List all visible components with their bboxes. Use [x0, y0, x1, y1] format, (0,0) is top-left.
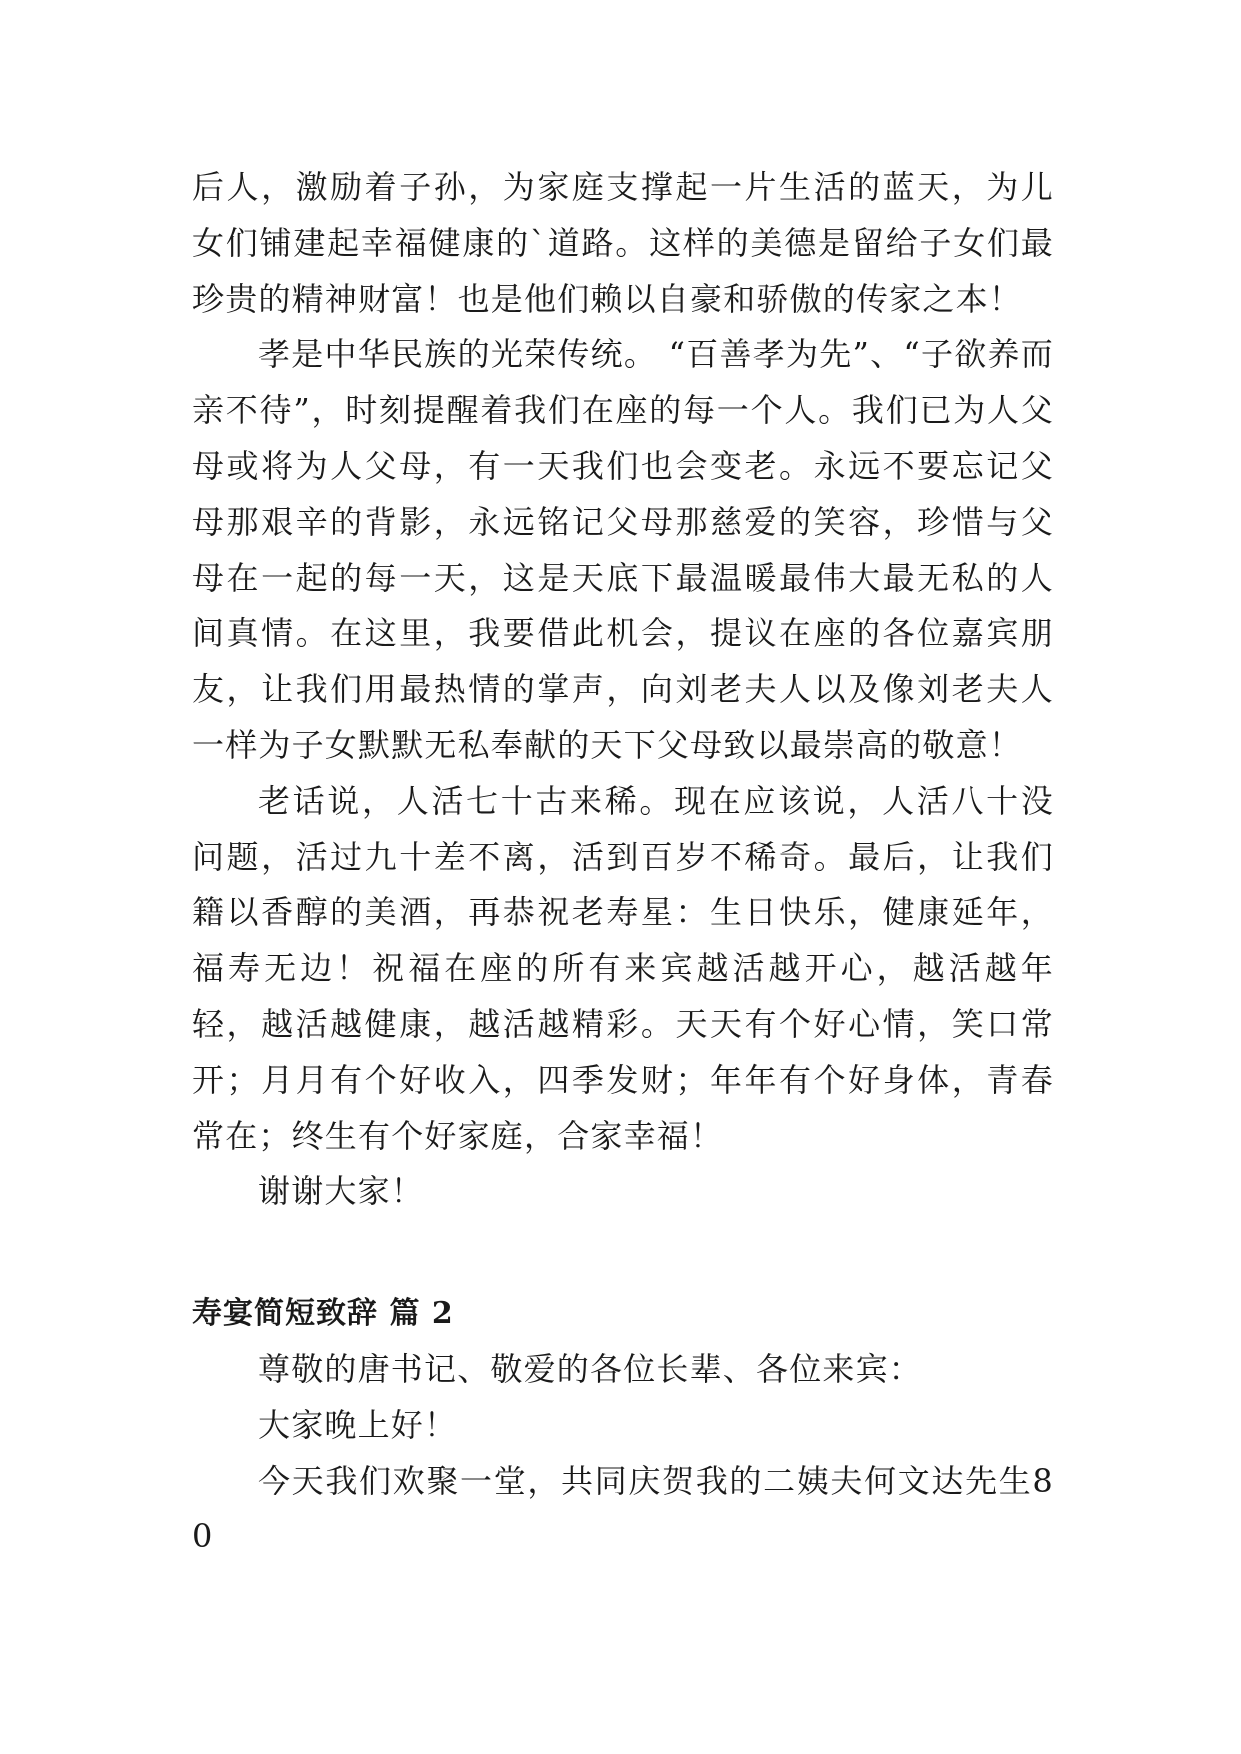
document-page	[192, 160, 1054, 1565]
greeting: 大家晚上好！	[258, 1405, 458, 1444]
body-paragraph: 老话说，人活七十古来稀。现在应该说，人活八十没问题，活过九十差不离，活到百岁不稀奇。最后，让我们籍以香醇的美酒，再恭祝老寿星：生日快乐，健康延年，福寿无边！祝福在座的所有来宾越活越开心，越活越年轻，越活越健康，越活越精彩。天天有个好心情，笑口常开；月月有个好收入，四季发财；年年有个好身体，青春常在；终生有个好家庭，合家幸福！	[192, 781, 1054, 1155]
section-spacer	[192, 1220, 1054, 1286]
body-paragraph: 后人，激励着子孙，为家庭支撑起一片生活的蓝天，为儿女们铺建起幸福健康的`道路。这样的美德是留给子女们最珍贵的精神财富！也是他们赖以自豪和骄傲的传家之本！	[192, 168, 1054, 318]
closing-thanks: 谢谢大家！	[258, 1172, 425, 1211]
body-paragraph: 孝是中华民族的光荣传统。 “百善孝为先”、“子欲养而亲不待”，时刻提醒着我们在座的每一个人。我们已为人父母或将为人父母，有一天我们也会变老。永远不要忘记父母那艰辛的背影，永远铭记父母那慈爱的笑容，珍惜与父母在一起的每一天，这是天底下最温暖最伟大最无私的人间真情。在这里，我要借此机会，提议在座的各位嘉宾朋友，让我们用最热情的掌声，向刘老夫人以及像刘老夫人一样为子女默默无私奉献的天下父母致以最崇高的敬意！	[192, 335, 1054, 764]
section-heading: 寿宴简短致辞 篇 2	[192, 1296, 454, 1332]
body-paragraph: 今天我们欢聚一堂，共同庆贺我的二姨夫何文达先生80	[192, 1461, 1054, 1556]
salutation: 尊敬的唐书记、敬爱的各位长辈、各位来宾：	[258, 1349, 923, 1388]
